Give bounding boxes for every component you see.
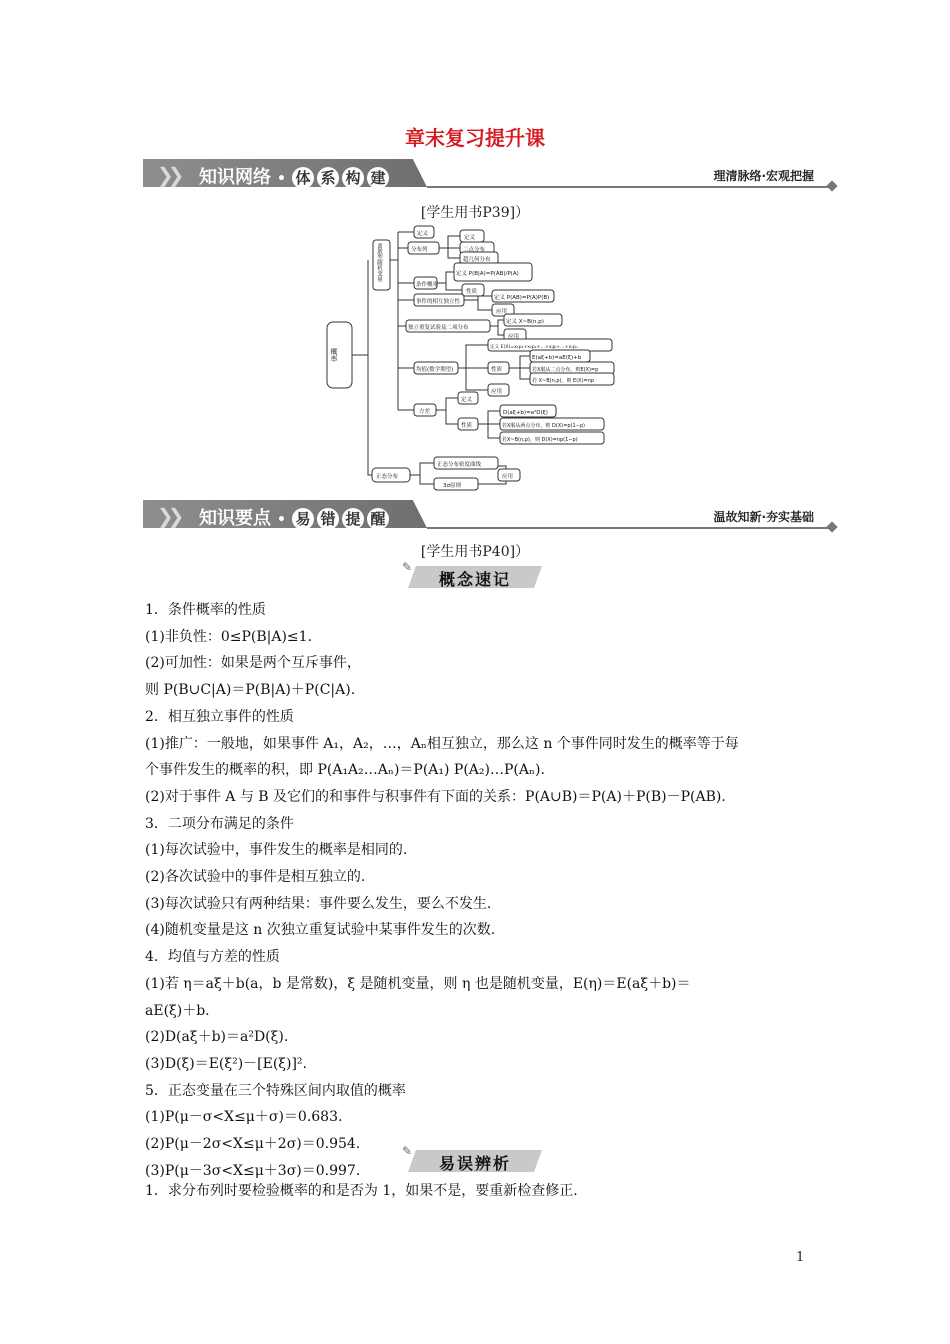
text-line: aE(ξ)＋b.: [145, 1002, 210, 1019]
diagram-node-label: 应用: [508, 334, 520, 340]
subheading-concepts: [402, 560, 542, 589]
diagram-node-label: 若 X~B(n,p)，则 E(X)=np: [532, 378, 595, 384]
dot-separator-icon: •: [277, 171, 286, 187]
text-line: 3．二项分布满足的条件: [145, 815, 294, 832]
diagram-node-label: 若X服从两点分布，则 D(X)=p(1−p): [502, 423, 586, 429]
text-line: 1．条件概率的性质: [145, 602, 266, 618]
diamond-icon: [826, 521, 837, 532]
diagram-node-label: 性质: [466, 289, 478, 295]
diagram-branch-label: 正态分布: [376, 474, 399, 480]
diagram-branch-label: 离散型随机变量: [376, 243, 382, 282]
text-line: (2)各次试验中的事件是相互独立的.: [145, 869, 366, 886]
pencil-icon: ✎: [402, 1144, 413, 1158]
text-line: (2)D(aξ＋b)＝a²D(ξ).: [145, 1029, 289, 1046]
diagram-node-label: 定义: [417, 231, 429, 237]
text-line: 个事件发生的概率的积，即 P(A₁A₂…Aₙ)＝P(A₁) P(A₂)…P(Aₙ).: [145, 762, 545, 779]
diagram-node-label: 定义: [461, 397, 473, 403]
diagram-node-label: 分布列: [411, 247, 428, 253]
text-line: (3)每次试验只有两种结果：事件要么发生，要么不发生.: [145, 895, 492, 912]
text-line: (2)P(μ－2σ<X≤μ＋2σ)＝0.954.: [145, 1136, 361, 1153]
circled-char: 醒: [367, 508, 389, 530]
text-line: (2)对于事件 A 与 B 及它们的和事件与积事件有下面的关系：P(A∪B)＝P(A)＋P(B)－P(AB).: [145, 788, 726, 805]
diagram-node-label: 应用: [496, 309, 508, 315]
diagram-node-label: 若X服从二点分布，则E(X)=p: [532, 367, 599, 373]
banner-heading: [199, 504, 392, 530]
subheading-text: 易误辨析: [438, 1154, 511, 1173]
diagram-node-label: 若X~B(n,p)，则 D(X)=np(1−p): [502, 437, 578, 443]
knowledge-tree-diagram: [0, 0, 950, 500]
dot-separator-icon: •: [277, 512, 286, 528]
text-line: (3)D(ξ)＝E(ξ²)－[E(ξ)]².: [145, 1055, 307, 1072]
diagram-node-label: 定义 E(X)=x₁p₁+x₂p₂+…+xᵢpᵢ+…+xₙpₙ: [490, 345, 578, 350]
book-reference: [学生用书P40]）: [420, 544, 530, 560]
diagram-node-label: 定义: [464, 235, 476, 241]
diagram-node-label: 正态分布密度曲线: [437, 462, 482, 468]
diagram-node-label: 二点分布: [463, 247, 486, 253]
banner-main-text: 知识网络: [199, 167, 271, 188]
circled-char: 提: [342, 508, 364, 530]
circled-char: 易: [292, 508, 314, 530]
diagram-node-label: 性质: [461, 423, 473, 429]
circled-char: 错: [317, 508, 339, 530]
diagram-node-label: 定义 P(AB)=P(A)P(B): [494, 295, 550, 301]
diagram-node-label: 应用: [502, 474, 514, 480]
text-line: (1)P(μ－σ<X≤μ＋σ)＝0.683.: [145, 1109, 343, 1126]
diagram-node-label: 定义 P(B|A)=P(AB)/P(A): [456, 271, 519, 277]
pencil-icon: ✎: [402, 560, 413, 574]
diagram-node-label: 方差: [419, 409, 431, 415]
diagram-node-label: 应用: [491, 389, 503, 395]
text-line: 则 P(B∪C|A)＝P(B|A)＋P(C|A).: [145, 682, 356, 699]
subheading-text: 概念速记: [438, 570, 511, 589]
section-banner-key-points: [143, 500, 836, 530]
concept-notes: [145, 597, 810, 1184]
text-line: (1)推广：一般地，如果事件 A₁，A₂，…，Aₙ相互独立，那么这 n 个事件同时发生的概率等于每: [145, 735, 739, 752]
banner-tagline: 温故知新·夯实基础: [713, 510, 814, 524]
diagram-node-label: 3σ原则: [443, 483, 461, 489]
text-line: 5．正态变量在三个特殊区间内取值的概率: [145, 1082, 406, 1099]
text-line: (3)P(μ－3σ<X≤μ＋3σ)＝0.997.: [145, 1162, 361, 1179]
banner-main-text: 知识要点: [199, 508, 271, 529]
diagram-node-label: 定义 X~B(n,p): [506, 319, 544, 325]
text-line: (1)若 η＝aξ＋b(a，b 是常数)，ξ 是随机变量，则 η 也是随机变量，E(η)＝E(aξ＋b)＝: [145, 975, 691, 992]
circled-char: 系: [317, 167, 339, 189]
text-line: 4．均值与方差的性质: [145, 949, 280, 966]
diagram-node-label: 条件概率: [416, 282, 439, 288]
page-number: 1: [796, 1250, 805, 1265]
error-notes: [145, 1178, 810, 1205]
diagram-root-char: 概率: [330, 348, 338, 362]
text-line: (1)非负性：0≤P(B|A)≤1.: [145, 628, 313, 645]
banner-tagline: 理清脉络·宏观把握: [713, 169, 814, 183]
text-line: (1)每次试验中，事件发生的概率是相同的.: [145, 842, 408, 859]
diagram-node-label: 事件的相互独立性: [416, 299, 461, 305]
diagram-node-label: 均值(数学期望): [416, 367, 454, 373]
text-line: (4)随机变量是这 n 次独立重复试验中某事件发生的次数.: [145, 922, 496, 939]
diagram-node-label: D(aξ+b)=a²D(ξ): [503, 410, 548, 416]
banner-rule: [427, 527, 831, 529]
diagram-node-label: E(aξ+b)=aE(ξ)+b: [532, 355, 582, 361]
book-reference: [学生用书P39]）: [420, 205, 530, 221]
circled-char: 建: [367, 167, 389, 189]
subheading-common-errors: [402, 1144, 542, 1173]
text-line: 1．求分布列时要检验概率的和是否为 1，如果不是，要重新检查修正.: [145, 1183, 578, 1199]
diagram-node-label: 独立重复试验及二项分布: [408, 325, 469, 331]
circled-char: 体: [292, 167, 314, 189]
page-title: 章末复习提升课: [405, 126, 545, 150]
diagram-node-label: 超几何分布: [463, 257, 491, 263]
text-line: 2．相互独立事件的性质: [145, 708, 294, 725]
diagram-node-label: 性质: [491, 367, 503, 373]
double-chevron-icon: ❯❯: [157, 163, 179, 187]
double-chevron-icon: ❯❯: [157, 504, 179, 528]
text-line: (2)可加性：如果是两个互斥事件，: [145, 655, 361, 672]
circled-char: 构: [342, 167, 364, 189]
